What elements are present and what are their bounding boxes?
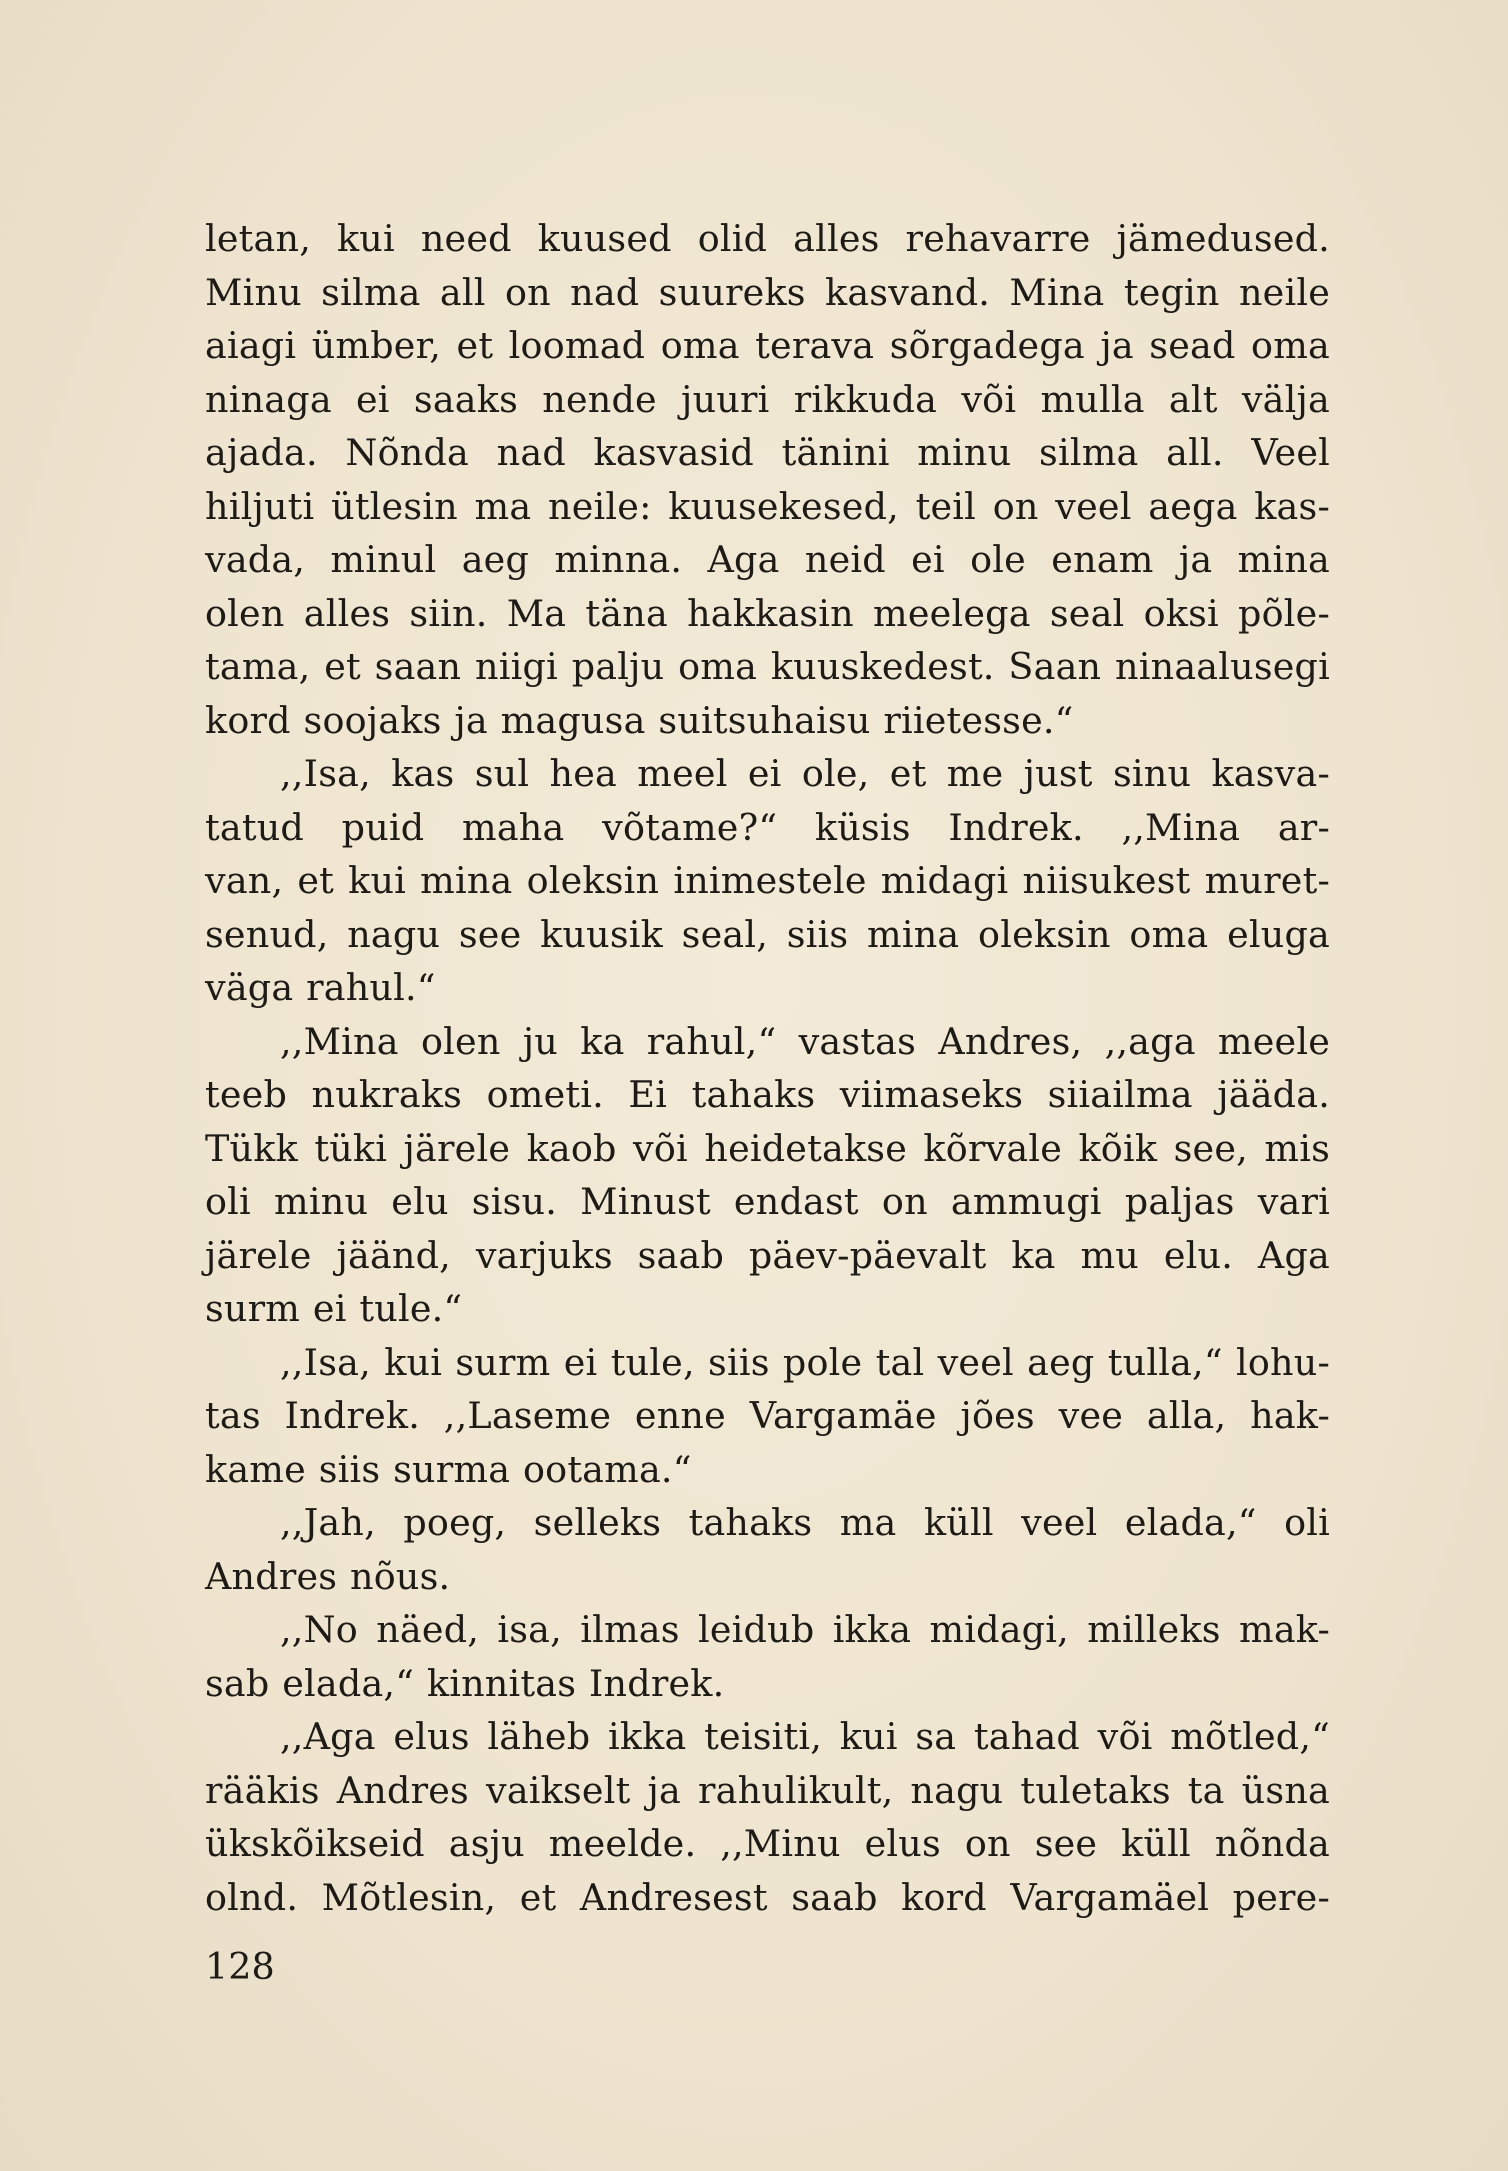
text-line: Minu silma all on nad suureks kasvand. Mina tegin neile (205, 270, 1330, 314)
text-line: letan, kui need kuused olid alles rehavarre jämedused. (205, 217, 1330, 260)
text-line: tas Indrek. ,,Laseme enne Vargamäe jões vee alla, hak- (205, 1394, 1330, 1437)
text-line: oli minu elu sisu. Minust endast on ammugi paljas vari (205, 1180, 1330, 1223)
text-line: kord soojaks ja magusa suitsuhaisu riietesse.“ (205, 698, 1074, 742)
text-line: ,,Aga elus läheb ikka teisiti, kui sa tahad või mõtled,“ (280, 1715, 1330, 1758)
text-line: sab elada,“ kinnitas Indrek. (205, 1661, 725, 1705)
text-line: ükskõikseid asju meelde. ,,Minu elus on see küll nõnda (205, 1822, 1330, 1865)
text-line: van, et kui mina oleksin inimestele midagi niisukest muret- (205, 859, 1330, 902)
text-line: teeb nukraks ometi. Ei tahaks viimaseks siiailma jääda. (205, 1073, 1330, 1116)
text-line: olen alles siin. Ma täna hakkasin meelega seal oksi põle- (205, 591, 1330, 635)
text-line: ,,Jah, poeg, selleks tahaks ma küll veel elada,“ oli (280, 1501, 1330, 1544)
text-line: ,,Mina olen ju ka rahul,“ vastas Andres, ,,aga meele (280, 1019, 1330, 1063)
text-line: olnd. Mõtlesin, et Andresest saab kord Vargamäel pere- (205, 1875, 1330, 1919)
text-line: aiagi ümber, et loomad oma terava sõrgadega ja sead oma (205, 324, 1330, 367)
text-line: kame siis surma ootama.“ (205, 1447, 692, 1491)
text-line: tama, et saan niigi palju oma kuuskedest. Saan ninaalusegi (205, 645, 1330, 688)
text-line: ,,No näed, isa, ilmas leidub ikka midagi, milleks mak- (280, 1608, 1330, 1651)
text-line: järele jäänd, varjuks saab päev-päevalt ka mu elu. Aga (205, 1233, 1330, 1277)
text-line: rääkis Andres vaikselt ja rahulikult, nagu tuletaks ta üsna (205, 1768, 1330, 1812)
text-line: ,,Isa, kas sul hea meel ei ole, et me just sinu kasva- (280, 752, 1330, 795)
text-line: senud, nagu see kuusik seal, siis mina oleksin oma eluga (205, 912, 1330, 956)
text-line: hiljuti ütlesin ma neile: kuusekesed, teil on veel aega kas- (205, 484, 1330, 528)
text-line: Andres nõus. (205, 1554, 451, 1598)
page-number: 128 (205, 1945, 275, 1988)
text-line: Tükk tüki järele kaob või heidetakse kõrvale kõik see, mis (205, 1126, 1330, 1170)
text-line: ,,Isa, kui surm ei tule, siis pole tal veel aeg tulla,“ lohu- (280, 1340, 1330, 1384)
text-block (205, 212, 1330, 1924)
text-line: ajada. Nõnda nad kasvasid tänini minu silma all. Veel (205, 431, 1330, 474)
text-line: surm ei tule.“ (205, 1287, 463, 1330)
text-line: väga rahul.“ (205, 966, 436, 1009)
text-line: ninaga ei saaks nende juuri rikkuda või mulla alt välja (205, 377, 1330, 421)
text-line: tatud puid maha võtame?“ küsis Indrek. ,,Mina ar- (205, 805, 1330, 849)
text-line: vada, minul aeg minna. Aga neid ei ole enam ja mina (205, 538, 1330, 581)
